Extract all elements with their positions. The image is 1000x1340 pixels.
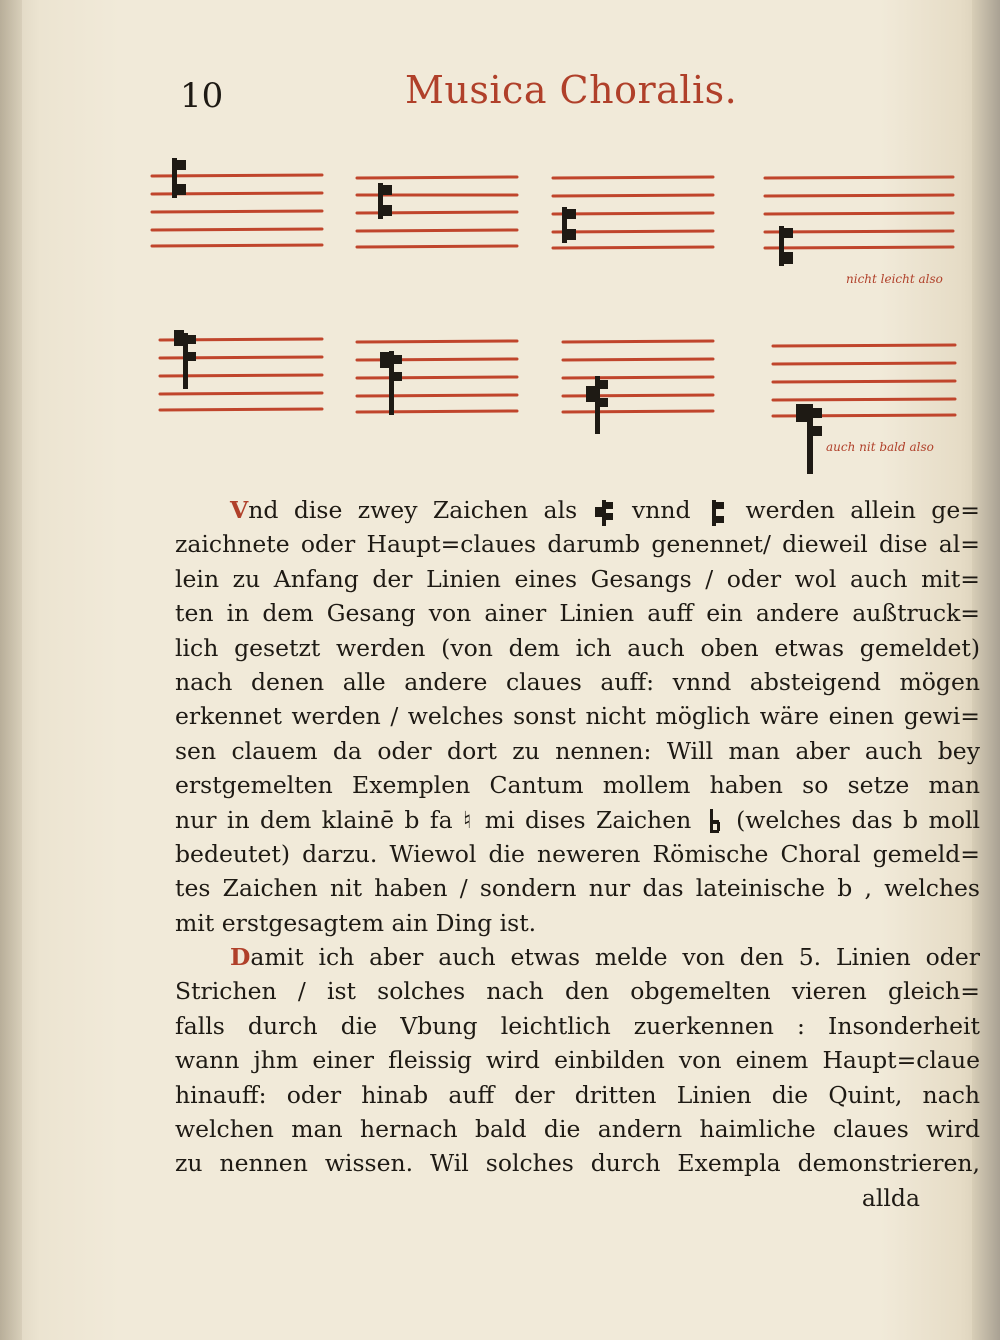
staff-note-bottom: auch nit bald also — [826, 440, 934, 454]
c-clef-3 — [562, 207, 576, 243]
text-line: erstgemelten Exemplen Cantum mollem haben so setze man — [175, 771, 980, 800]
text-line: falls durch die Vbung leichtlich zuerkennen : Insonderheit — [175, 1011, 980, 1040]
staff-3 — [553, 177, 713, 248]
staff-note-top: nicht leicht also — [846, 272, 943, 286]
drop-initial: V — [230, 496, 249, 524]
text-line: Vnd dise zwey Zaichen als vnnd werden allein ge= — [175, 493, 980, 527]
text-line: hinauff: oder hinab auff der dritten Linien die Quint, nach — [175, 1080, 980, 1109]
catchword: allda — [861, 1183, 920, 1212]
text-line: ten in dem Gesang von ainer Linien auff ein andere außtruck= — [175, 599, 980, 628]
staff-6 — [357, 341, 517, 412]
f-clef-sign-icon — [593, 497, 617, 527]
text-line: erkennet werden / welches sonst nicht möglich wäre einen gewi= — [175, 702, 980, 731]
text-line: zu nennen wissen. Wil solches durch Exempla demonstrieren, — [175, 1149, 980, 1178]
text-line: zaichnete oder Haupt=claues darumb genennet/ dieweil dise al= — [175, 530, 980, 559]
c-clef-4 — [779, 226, 793, 266]
text-line: welchen man hernach bald die andern haimliche claues wird — [175, 1115, 980, 1144]
text-line: Strichen / ist solches nach den obgemelten vieren gleich= — [175, 977, 980, 1006]
text-line: lein zu Anfang der Linien eines Gesangs / oder wol auch mit= — [175, 564, 980, 593]
running-head: Musica Choralis. — [405, 68, 738, 112]
text-line: tes Zaichen nit haben / sondern nur das lateinische b , welches — [175, 874, 980, 903]
text-line: wann jhm einer fleissig wird einbilden von einem Haupt=claue — [175, 1046, 980, 1075]
text-line: nach denen alle andere claues auff: vnnd absteigend mögen — [175, 667, 980, 696]
f-clef-3 — [586, 376, 608, 434]
f-clef-2 — [380, 351, 402, 415]
text-line: lich gesetzt werden (von dem ich auch oben etwas gemeldet) — [175, 633, 980, 662]
c-clef-1 — [172, 158, 186, 198]
staff-4 — [765, 177, 953, 248]
staff-7 — [563, 341, 713, 412]
b-moll-sign-icon — [702, 806, 726, 836]
page-number: 10 — [180, 76, 224, 116]
c-clef-sign-icon — [706, 497, 730, 527]
text-line: mit erstgesagtem ain Ding ist. — [175, 908, 537, 937]
drop-initial: D — [230, 943, 251, 972]
text-line: sen clauem da oder dort zu nennen: Will man aber auch bey — [175, 736, 980, 765]
c-clef-2 — [378, 183, 392, 219]
text-line: bedeutet) darzu. Wiewol die neweren Römische Choral gemeld= — [175, 839, 980, 868]
f-clef-4 — [796, 404, 822, 474]
music-staves — [0, 0, 1000, 480]
body-text — [175, 493, 980, 1215]
text-line: nur in dem klainē b fa ♮ mi dises Zaichen (welches das b moll — [175, 803, 980, 837]
f-clef-1 — [174, 330, 196, 389]
text-line: Damit ich aber auch etwas melde von den 5. Linien oder — [230, 943, 980, 972]
